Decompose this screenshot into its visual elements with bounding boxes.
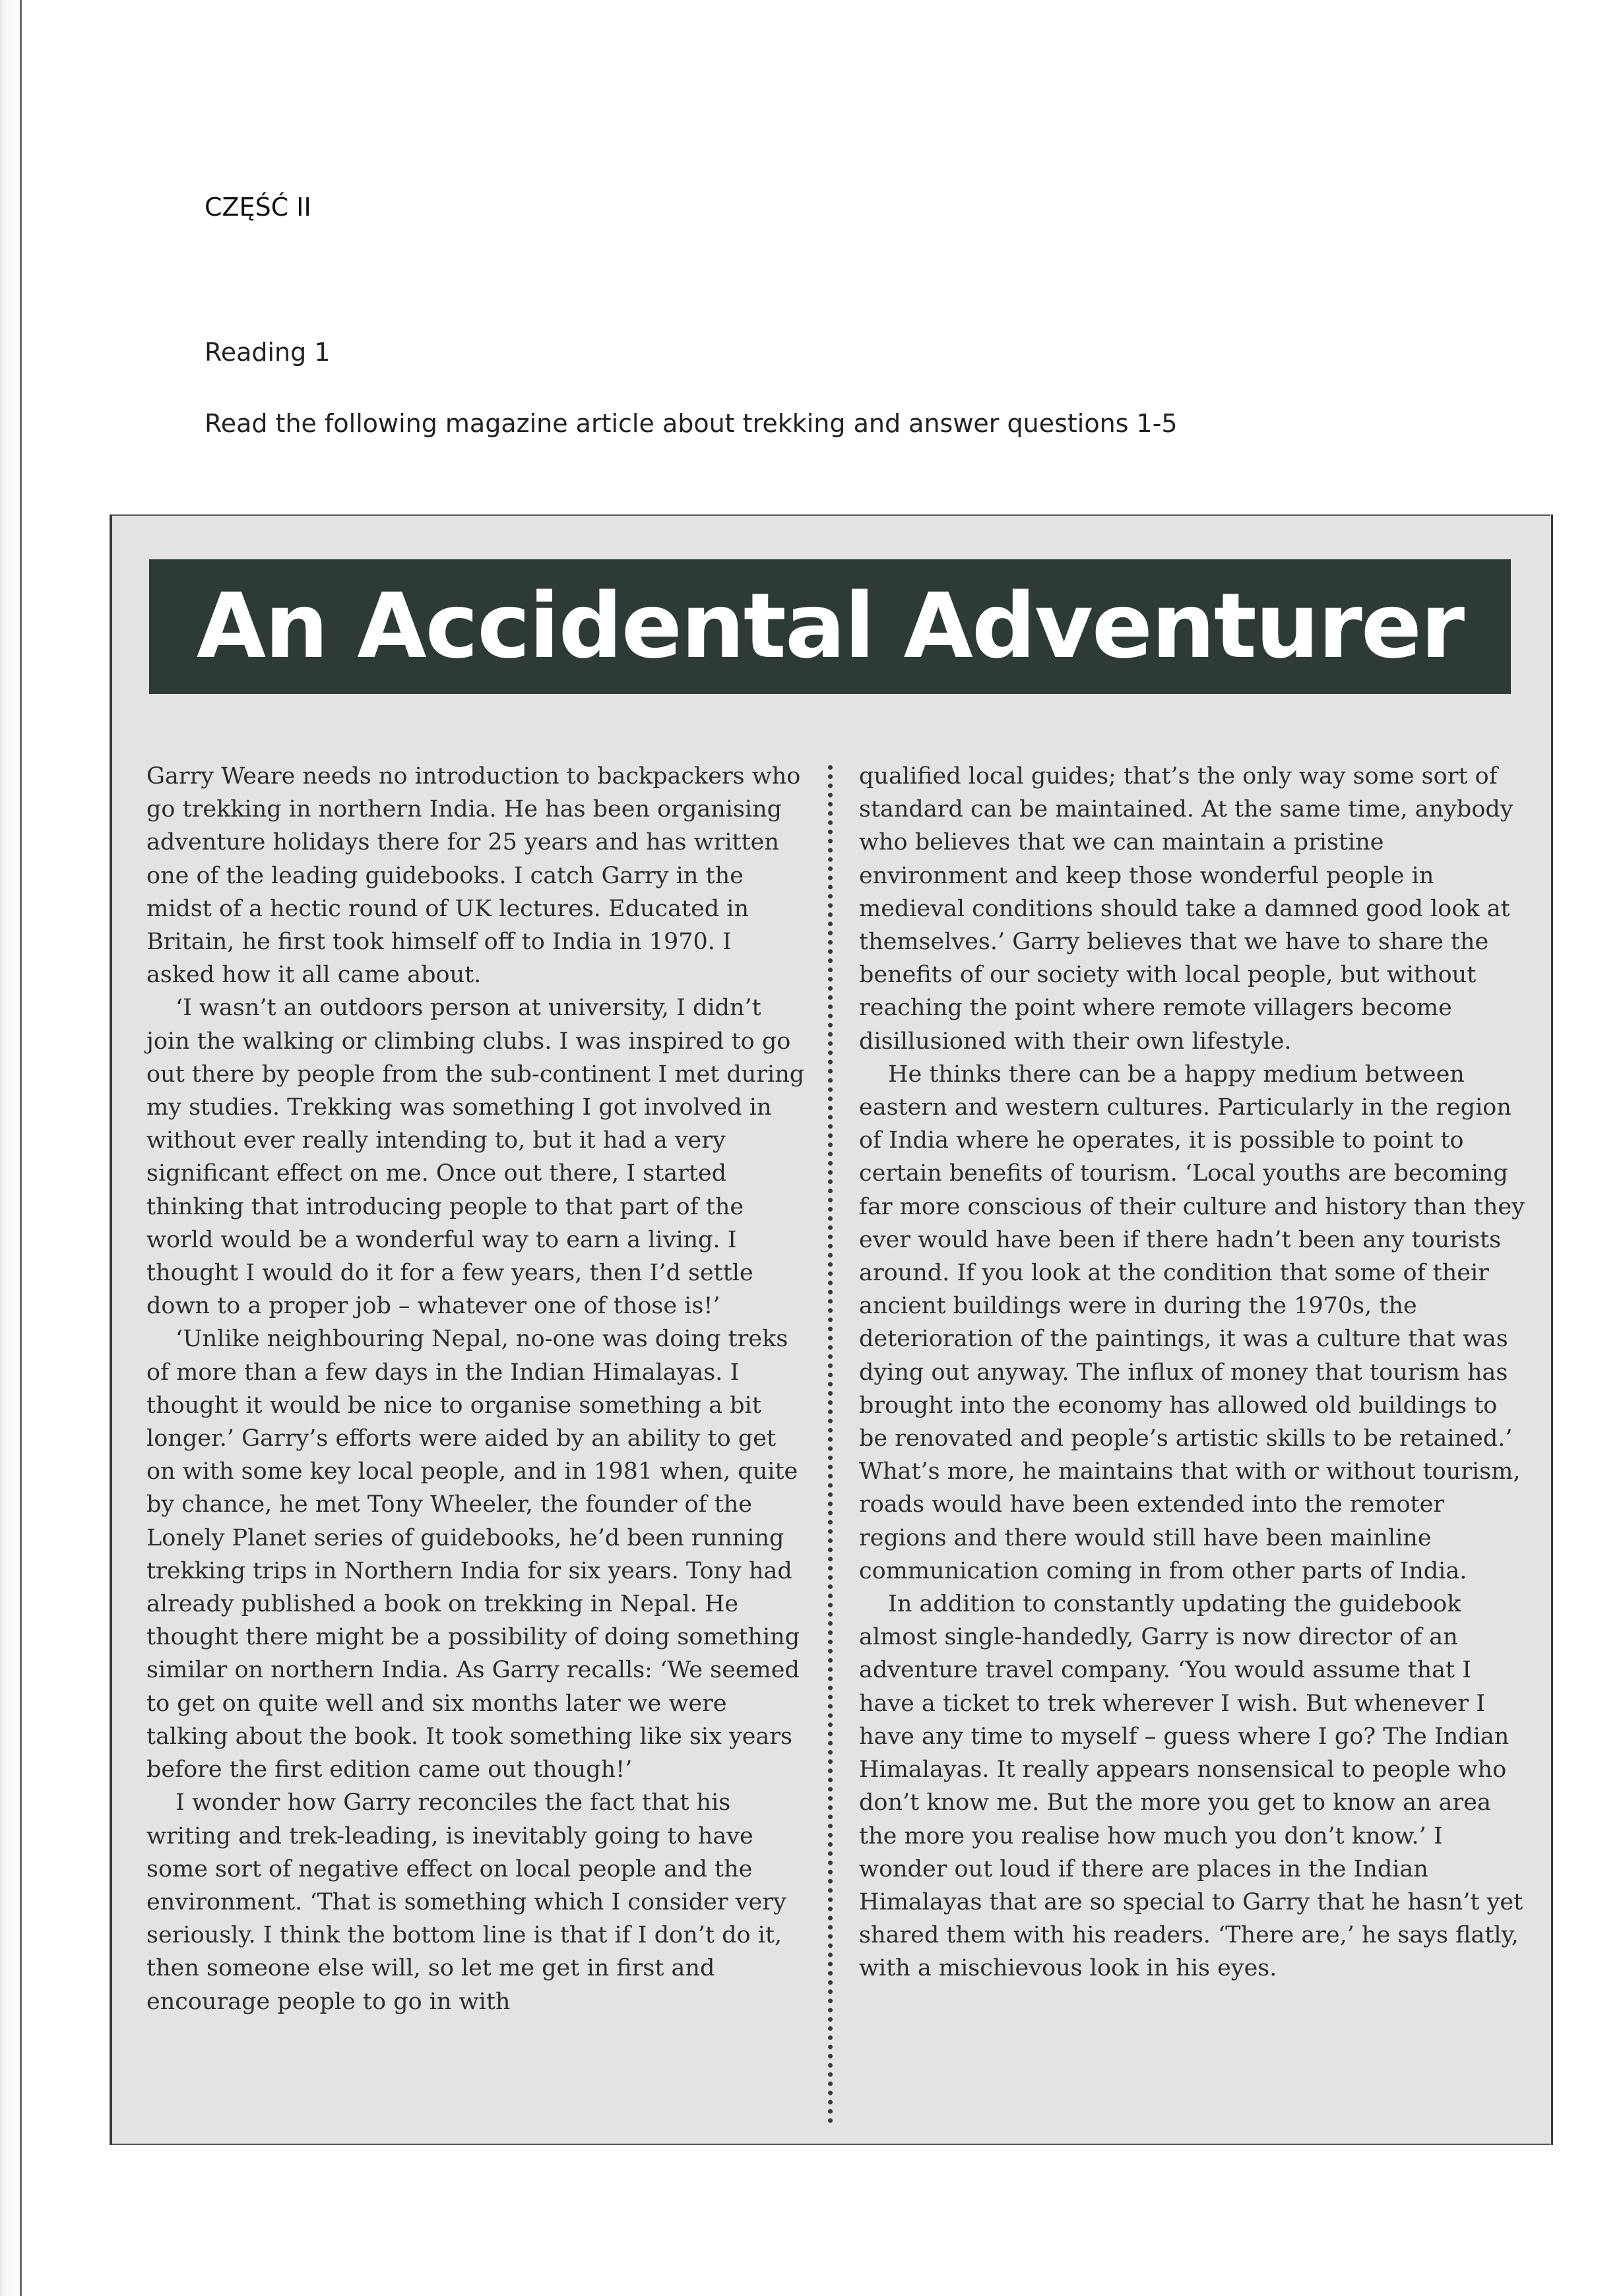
article-top-rule [112, 514, 1550, 516]
article-bottom-rule [112, 2144, 1550, 2145]
column-divider [828, 765, 833, 2124]
left-paragraph-2: ‘I wasn’t an outdoors person at university, I didn’t join the walking or climbing clubs. I was inspired to go out there by people from the sub-continent I met during my studies. Trekking was something I got involved in without ever really intending to, but it had a very significant effect on me. Once out there, I started thinking that introducing people to that part of the world would be a wonderful way to earn a living. I thought I would do it for a few years, then I’d settle down to a proper job – whatever one of those is!’ [146, 995, 805, 1320]
instructions-text: Read the following magazine article about trekking and answer questions 1-5 [205, 409, 1178, 438]
right-paragraph-2: He thinks there can be a happy medium between eastern and western cultures. Particularly in the region of India where he operates, it is possible to point to certain benefits of tourism. ‘Local youths are becoming far more conscious of their culture and history than they ever would have been if there hadn’t been any tourists around. If you look at the condition that some of their ancient buildings were in during the 1970s, the deterioration of the paintings, it was a culture that was dying out anyway. The influx of money that tourism has brought into the economy has allowed old buildings to be renovated and people’s artistic skills to be retained.’ What’s more, he maintains that with or without tourism, roads would have been extended into the remoter regions and there would still have been mainline communication coming in from other parts of India. [859, 1061, 1525, 1584]
article-title: An Accidental Adventurer [196, 574, 1464, 679]
scan-edge-shadow [0, 0, 22, 2296]
left-paragraph-4: I wonder how Garry reconciles the fact that his writing and trek-leading, is inevitably going to have some sort of negative effect on local people and the environment. ‘That is something which I consider very seriously. I think the bottom line is that if I don’t do it, then someone else will, so let me get in first and encourage people to go in with [146, 1789, 786, 2015]
right-paragraph-3: In addition to constantly updating the guidebook almost single-handedly, Garry is now director of an adventure travel company. ‘You would assume that I have a ticket to trek wherever I wish. But whenever I have any time to myself – guess where I go? The Indian Himalayas. It really appears nonsensical to people who don’t know me. But the more you get to know an area the more you realise how much you don’t know.’ I wonder out loud if there are places in the Indian Himalayas that are so special to Garry that he hasn’t yet shared them with his readers. ‘There are,’ he says flatly, with a mischievous look in his eyes. [859, 1591, 1523, 1982]
scan-edge-line [20, 0, 22, 2296]
section-label: CZĘŚĆ II [205, 193, 311, 222]
article-left-column [146, 760, 806, 2018]
article-right-column [859, 760, 1525, 1985]
right-paragraph-1: qualified local guides; that’s the only way some sort of standard can be maintained. At the same time, anybody who believes that we can maintain a pristine environment and keep those wonderful people in medieval conditions should take a damned good look at themselves.’ Garry believes that we have to share the benefits of our society with local people, but without reaching the point where remote villagers become disillusioned with their own lifestyle. [859, 763, 1513, 1055]
article-title-banner [149, 559, 1511, 694]
left-paragraph-3: ‘Unlike neighbouring Nepal, no-one was doing treks of more than a few days in the Indian Himalayas. I thought it would be nice to organise something a bit longer.’ Garry’s efforts were aided by an ability to get on with some key local people, and in 1981 when, quite by chance, he met Tony Wheeler, the founder of the Lonely Planet series of guidebooks, he’d been running trekking trips in Northern India for six years. Tony had already published a book on trekking in Nepal. He thought there might be a possibility of doing something similar on northern India. As Garry recalls: ‘We seemed to get on quite well and six months later we were talking about the book. It took something like six years before the first edition came out though!’ [146, 1326, 800, 1784]
reading-label: Reading 1 [205, 338, 331, 367]
left-paragraph-1: Garry Weare needs no introduction to backpackers who go trekking in northern India. He has been organising adventure holidays there for 25 years and has written one of the leading guidebooks. I catch Garry in the midst of a hectic round of UK lectures. Educated in Britain, he first took himself off to India in 1970. I asked how it all came about. [146, 763, 801, 989]
